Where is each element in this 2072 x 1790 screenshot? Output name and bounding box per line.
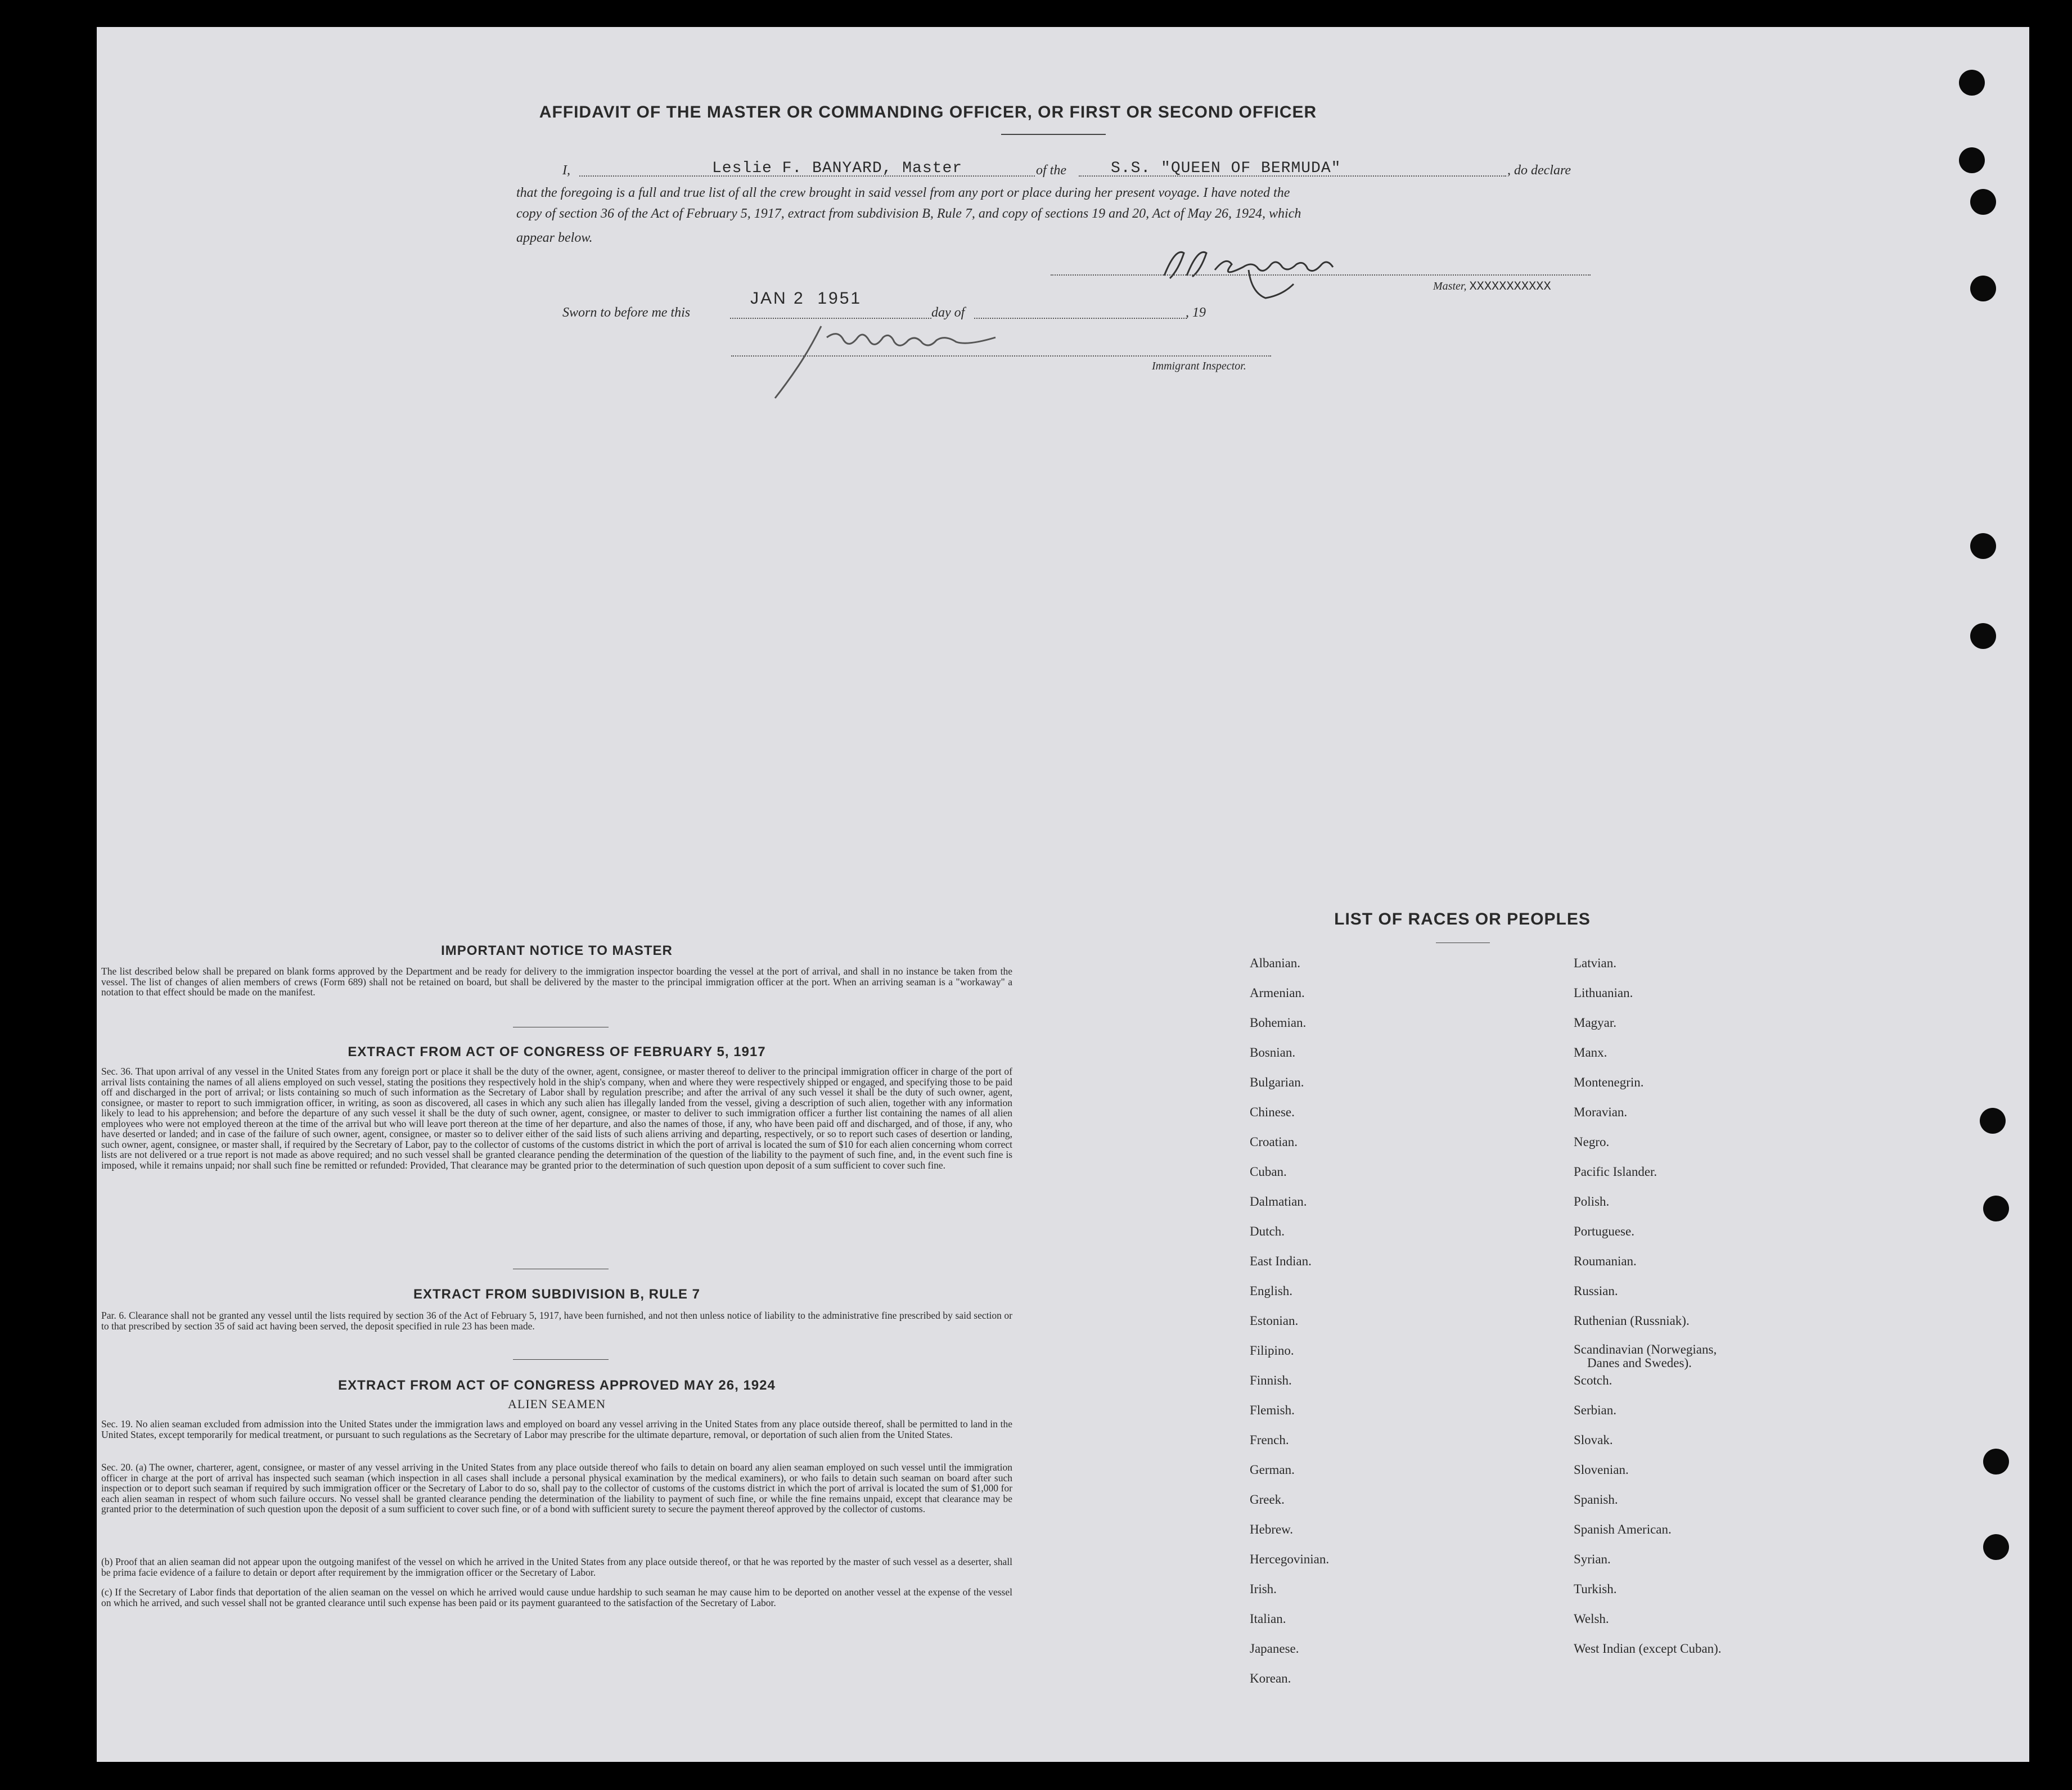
race-item: Cuban. — [1250, 1165, 1287, 1179]
master-signature-line — [1051, 274, 1591, 276]
race-item: Bohemian. — [1250, 1016, 1307, 1030]
punch-hole — [1970, 533, 1996, 559]
race-item: Portuguese. — [1574, 1224, 1634, 1238]
race-item: Hercegovinian. — [1250, 1552, 1330, 1566]
punch-hole — [1983, 1196, 2009, 1221]
notice-text: The list described below shall be prepared on blank forms approved by the Department and be ready for delivery to the immigration inspector boarding the vessel at the port of arrival, and shall in no instance be taken from the vessel. The list of changes of alien members of crews (Form 689) shall not be retained on board, but shall be delivered by the master to the principal immigration officer at the port. When an arriving seaman is a "workaway" a notation to that effect should be made on the manifest. — [101, 966, 1012, 998]
master-signature — [1153, 236, 1378, 304]
race-item: Slovak. — [1574, 1433, 1613, 1447]
races-title: LIST OF RACES OR PEOPLES — [1334, 910, 1591, 928]
declare-label: , do declare — [1507, 163, 1571, 178]
race-item: Lithuanian. — [1574, 986, 1633, 1000]
sworn-date-stamp: JAN 2 1951 — [750, 289, 862, 308]
vessel-value: S.S. "QUEEN OF BERMUDA" — [1111, 160, 1341, 177]
punch-hole — [1970, 276, 1996, 301]
race-item: West Indian (except Cuban). — [1574, 1642, 1722, 1656]
race-item: English. — [1250, 1284, 1293, 1298]
section-divider — [513, 1359, 609, 1360]
race-item: Magyar. — [1574, 1016, 1617, 1030]
punch-hole — [1970, 189, 1996, 215]
race-item: Moravian. — [1574, 1105, 1628, 1119]
extract-1924-para-1: Sec. 19. No alien seaman excluded from admission into the United States under the immigration laws and employed on board any vessel arriving in the United States from any place outside thereof, shall be permitted to land in the United States, except temporarily for medical treatment, or pursuant to such regulations as the Secretary of Labor may prescribe for the ultimate departure, removal, or deportation of such alien from the United States. — [101, 1418, 1012, 1440]
race-item: Latvian. — [1574, 956, 1616, 970]
inspector-signature — [765, 315, 1018, 405]
race-item: Pacific Islander. — [1574, 1165, 1657, 1179]
race-item: Welsh. — [1574, 1612, 1609, 1626]
extract-1924-para-3: (b) Proof that an alien seaman did not appear upon the outgoing manifest of the vessel on which he arrived in the United States from any place outside thereof, or that he was reported by the master of such vessel as a deserter, shall be prima facie evidence of a failure to detain or deport after requirement by the immigration officer or the Secretary of Labor. — [101, 1556, 1012, 1578]
race-item: Syrian. — [1574, 1552, 1611, 1566]
race-item: Greek. — [1250, 1493, 1285, 1507]
race-item: Dalmatian. — [1250, 1194, 1307, 1209]
race-item: Finnish. — [1250, 1373, 1292, 1387]
affidavit-title: AFFIDAVIT OF THE MASTER OR COMMANDING OFFICER, OR FIRST OR SECOND OFFICER — [539, 103, 1317, 121]
affidavit-line-2: that the foregoing is a full and true list of all the crew brought in said vessel from any port or place during her present voyage. I have noted the — [516, 186, 1290, 200]
race-item: Montenegrin. — [1574, 1075, 1644, 1089]
race-item: Serbian. — [1574, 1403, 1617, 1417]
inspector-caption: Immigrant Inspector. — [1152, 360, 1246, 372]
year-label: , 19 — [1186, 305, 1206, 320]
sworn-label: Sworn to before me this — [562, 305, 691, 320]
master-struck-text: XXXXXXXXXXX — [1469, 279, 1551, 294]
race-item: Bosnian. — [1250, 1045, 1296, 1059]
extract-1917-text: Sec. 36. That upon arrival of any vessel in the United States from any foreign port or place it shall be the duty of the owner, agent, consignee, or master thereof to deliver to the principal immigration officer in charge of the port of arrival lists containing the names of all aliens employed on such vessel, stating the positions they respectively hold in the ship's company, when and where they were respectively shipped or engaged, and specifying those to be paid off and discharged in the port of arrival; or lists containing so much of such information as the Secretary of Labor shall by regulation prescribe; and after the arrival of any such vessel it shall be the duty of such owner, agent, consignee, or master to report to such immigration officer, in writing, as soon as discovered, all cases in which any such alien has illegally landed from the vessel, giving a description of such alien, together with any information likely to lead to his apprehension; and before the departure of any such vessel it shall be the duty of such owner, agent, consignee, or master to deliver to such immigration officer a further list containing the names of all alien employees who were not employed thereon at the time of the arrival but who will leave port thereon at the time of her departure, and also the names of those, if any, who have been paid off and discharged, and of those, if any, who have deserted or landed; and in case of the failure of such owner, agent, consignee, or master so to deliver either of the said lists of such aliens arriving and departing, respectively, or so to report such cases of desertion or landing, such owner, agent, consignee, or master shall, if required by the Secretary of Labor, pay to the collector of customs of the customs district in which the port of arrival is located the sum of $10 for each alien concerning whom correct lists are not delivered or a true report is not made as above required; and no such vessel shall be granted clearance pending the determination of the question of the liability to the payment of such fine, and, in the event such fine is imposed, while it remains unpaid; nor shall such fine be remitted or refunded: Provided, That clearance may be granted prior to the determination of such question upon deposit of a sum sufficient to cover such fine. — [101, 1066, 1012, 1171]
extract-rule7-text: Par. 6. Clearance shall not be granted any vessel until the lists required by section 36 of the Act of February 5, 1917, have been furnished, and not then unless notice of liability to the administrative fine prescribed by said section or to that prescribed by section 35 of said act having been served, the deposit specified in rule 23 has been made. — [101, 1310, 1012, 1332]
race-item: Scotch. — [1574, 1373, 1612, 1387]
race-item: Scandinavian (Norwegians, — [1574, 1342, 1717, 1356]
race-item: Korean. — [1250, 1671, 1291, 1685]
race-item: Danes and Swedes). — [1587, 1356, 1692, 1370]
race-item: German. — [1250, 1463, 1295, 1477]
punch-hole — [1983, 1534, 2009, 1560]
race-item: Irish. — [1250, 1582, 1277, 1596]
race-item: French. — [1250, 1433, 1289, 1447]
punch-hole — [1959, 147, 1985, 173]
race-item: Armenian. — [1250, 986, 1305, 1000]
race-item: Ruthenian (Russniak). — [1574, 1314, 1690, 1328]
punch-hole — [1959, 70, 1985, 96]
race-item: Spanish American. — [1574, 1522, 1672, 1536]
race-item: Manx. — [1574, 1045, 1607, 1059]
race-item: Croatian. — [1250, 1135, 1298, 1149]
race-item: Spanish. — [1574, 1493, 1618, 1507]
race-item: East Indian. — [1250, 1254, 1312, 1268]
race-item: Turkish. — [1574, 1582, 1617, 1596]
race-item: Hebrew. — [1250, 1522, 1294, 1536]
punch-hole — [1980, 1108, 2006, 1134]
extract-1924-subtitle: ALIEN SEAMEN — [508, 1397, 606, 1411]
race-item: Flemish. — [1250, 1403, 1295, 1417]
race-item: Dutch. — [1250, 1224, 1285, 1238]
extract-1924-para-2: Sec. 20. (a) The owner, charterer, agent, consignee, or master of any vessel arriving in the United States from any place outside thereof who fails to detain on board any alien seaman employed on such vessel until the immigration officer in charge at the port of arrival has inspected such seaman (which inspection in all cases shall include a personal physical examination by the medical examiners), or who fails to detain such seaman on board after such inspection or to deport such seaman if required by such immigration officer or the Secretary of Labor to do so, shall pay to the collector of customs of the customs district in which the port of arrival is located the sum of $1,000 for each alien seaman in respect of whom such failure occurs. No vessel shall be granted clearance pending the determination of the liability to payment of such fine, or while the fine remains unpaid, except that clearance may be granted prior to the determination of such question upon the deposit of a sum sufficient to cover such fine, or of a bond with sufficient surety to secure the payment thereof approved by the collector of customs. — [101, 1462, 1012, 1514]
race-item: Slovenian. — [1574, 1463, 1629, 1477]
race-item: Polish. — [1574, 1194, 1610, 1209]
day-of-label: day of — [931, 305, 965, 320]
master-caption: Master, XXXXXXXXXXX — [1433, 279, 1551, 294]
race-item: Roumanian. — [1574, 1254, 1637, 1268]
race-item: Russian. — [1574, 1284, 1618, 1298]
race-item: Italian. — [1250, 1612, 1286, 1626]
race-item: Chinese. — [1250, 1105, 1295, 1119]
race-item: Negro. — [1574, 1135, 1610, 1149]
inspector-signature-line — [731, 355, 1271, 357]
race-item: Albanian. — [1250, 956, 1301, 970]
punch-hole — [1970, 623, 1996, 649]
notice-title: IMPORTANT NOTICE TO MASTER — [441, 943, 673, 958]
race-item: Filipino. — [1250, 1343, 1294, 1358]
i-label: I, — [562, 163, 570, 178]
affidavit-line-3: copy of section 36 of the Act of February 5, 1917, extract from subdivision B, Rule 7, and copy of sections 19 and 20, Act of May 26, 1924, which — [516, 206, 1301, 221]
extract-1924-title: EXTRACT FROM ACT OF CONGRESS APPROVED MAY 26, 1924 — [338, 1378, 776, 1393]
of-the-label: of the — [1036, 163, 1066, 178]
affidavit-line-4: appear below. — [516, 231, 593, 245]
race-item: Japanese. — [1250, 1642, 1299, 1656]
race-item: Estonian. — [1250, 1314, 1299, 1328]
name-value: Leslie F. BANYARD, Master — [712, 160, 963, 177]
title-divider — [1001, 134, 1106, 135]
punch-hole — [1983, 1449, 2009, 1475]
extract-1917-title: EXTRACT FROM ACT OF CONGRESS OF FEBRUARY 5, 1917 — [348, 1044, 766, 1059]
extract-1924-para-4: (c) If the Secretary of Labor finds that deportation of the alien seaman on the vessel on which he arrived would cause undue hardship to such seaman he may cause him to be deported on another vessel at the expense of the vessel on which he arrived, and such vessel shall not be granted clearance until such expense has been paid or its payment guaranteed to the satisfaction of the Secretary of Labor. — [101, 1586, 1012, 1608]
extract-rule7-title: EXTRACT FROM SUBDIVISION B, RULE 7 — [413, 1287, 701, 1302]
race-item: Bulgarian. — [1250, 1075, 1304, 1089]
